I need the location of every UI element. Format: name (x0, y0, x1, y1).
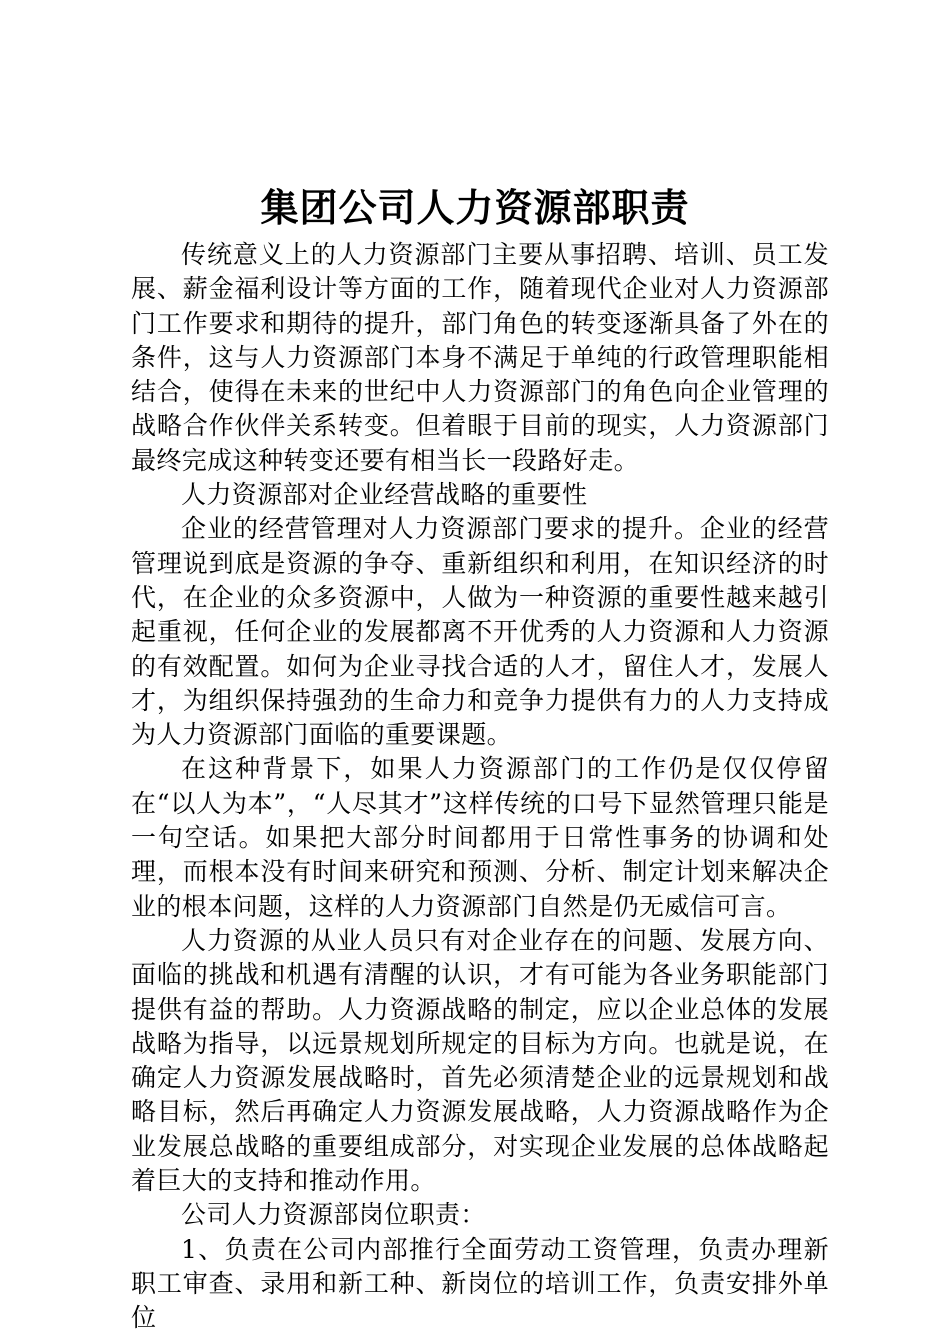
paragraph-management-requirements: 企业的经营管理对人力资源部门要求的提升。企业的经营管理说到底是资源的争夺、重新组织和利用，在知识经济的时代，在企业的众多资源中，人做为一种资源的重要性越来越引起重视，任何企业的发展都离不开优秀的人力资源和人力资源的有效配置。如何为企业寻找合适的人才，留住人才，发展人才，为组织保持强劲的生命力和竞争力提供有力的人力支持成为人力资源部门面临的重要课题。 (131, 514, 829, 750)
document-body (131, 238, 829, 1336)
document-title: 集团公司人力资源部职责 (260, 185, 690, 230)
paragraph-intro: 传统意义上的人力资源部门主要从事招聘、培训、员工发展、薪金福利设计等方面的工作，随着现代企业对人力资源部门工作要求和期待的提升，部门角色的转变逐渐具备了外在的条件，这与人力资源部门本身不满足于单纯的行政管理职能相结合，使得在未来的世纪中人力资源部门的角色向企业管理的战略合作伙伴关系转变。但着眼于目前的现实，人力资源部门最终完成这种转变还要有相当长一段路好走。 (131, 240, 829, 475)
list-item-duty-1: 1、负责在公司内部推行全面劳动工资管理，负责办理新职工审查、录用和新工种、新岗位的培训工作，负责安排外单位 (131, 1234, 829, 1333)
section-heading-duties: 公司人力资源部岗位职责： (181, 1200, 486, 1230)
paragraph-strategy: 人力资源的从业人员只有对企业存在的问题、发展方向、面临的挑战和机遇有清醒的认识，才有可能为各业务职能部门提供有益的帮助。人力资源战略的制定，应以企业总体的发展战略为指导，以远景规划所规定的目标为方向。也就是说，在确定人力资源发展战略时，首先必须清楚企业的远景规划和战略目标，然后再确定人力资源发展战略，人力资源战略作为企业发展总战略的重要组成部分，对实现企业发展的总体战略起着巨大的支持和推动作用。 (131, 925, 829, 1196)
paragraph-background: 在这种背景下，如果人力资源部门的工作仍是仅仅停留在“以人为本”，“人尽其才”这样传统的口号下显然管理只能是一句空话。如果把大部分时间都用于日常性事务的协调和处理，而根本没有时间来研究和预测、分析、制定计划来解决企业的根本问题，这样的人力资源部门自然是仍无威信可言。 (131, 754, 829, 921)
section-heading-importance: 人力资源部对企业经营战略的重要性 (181, 480, 588, 510)
